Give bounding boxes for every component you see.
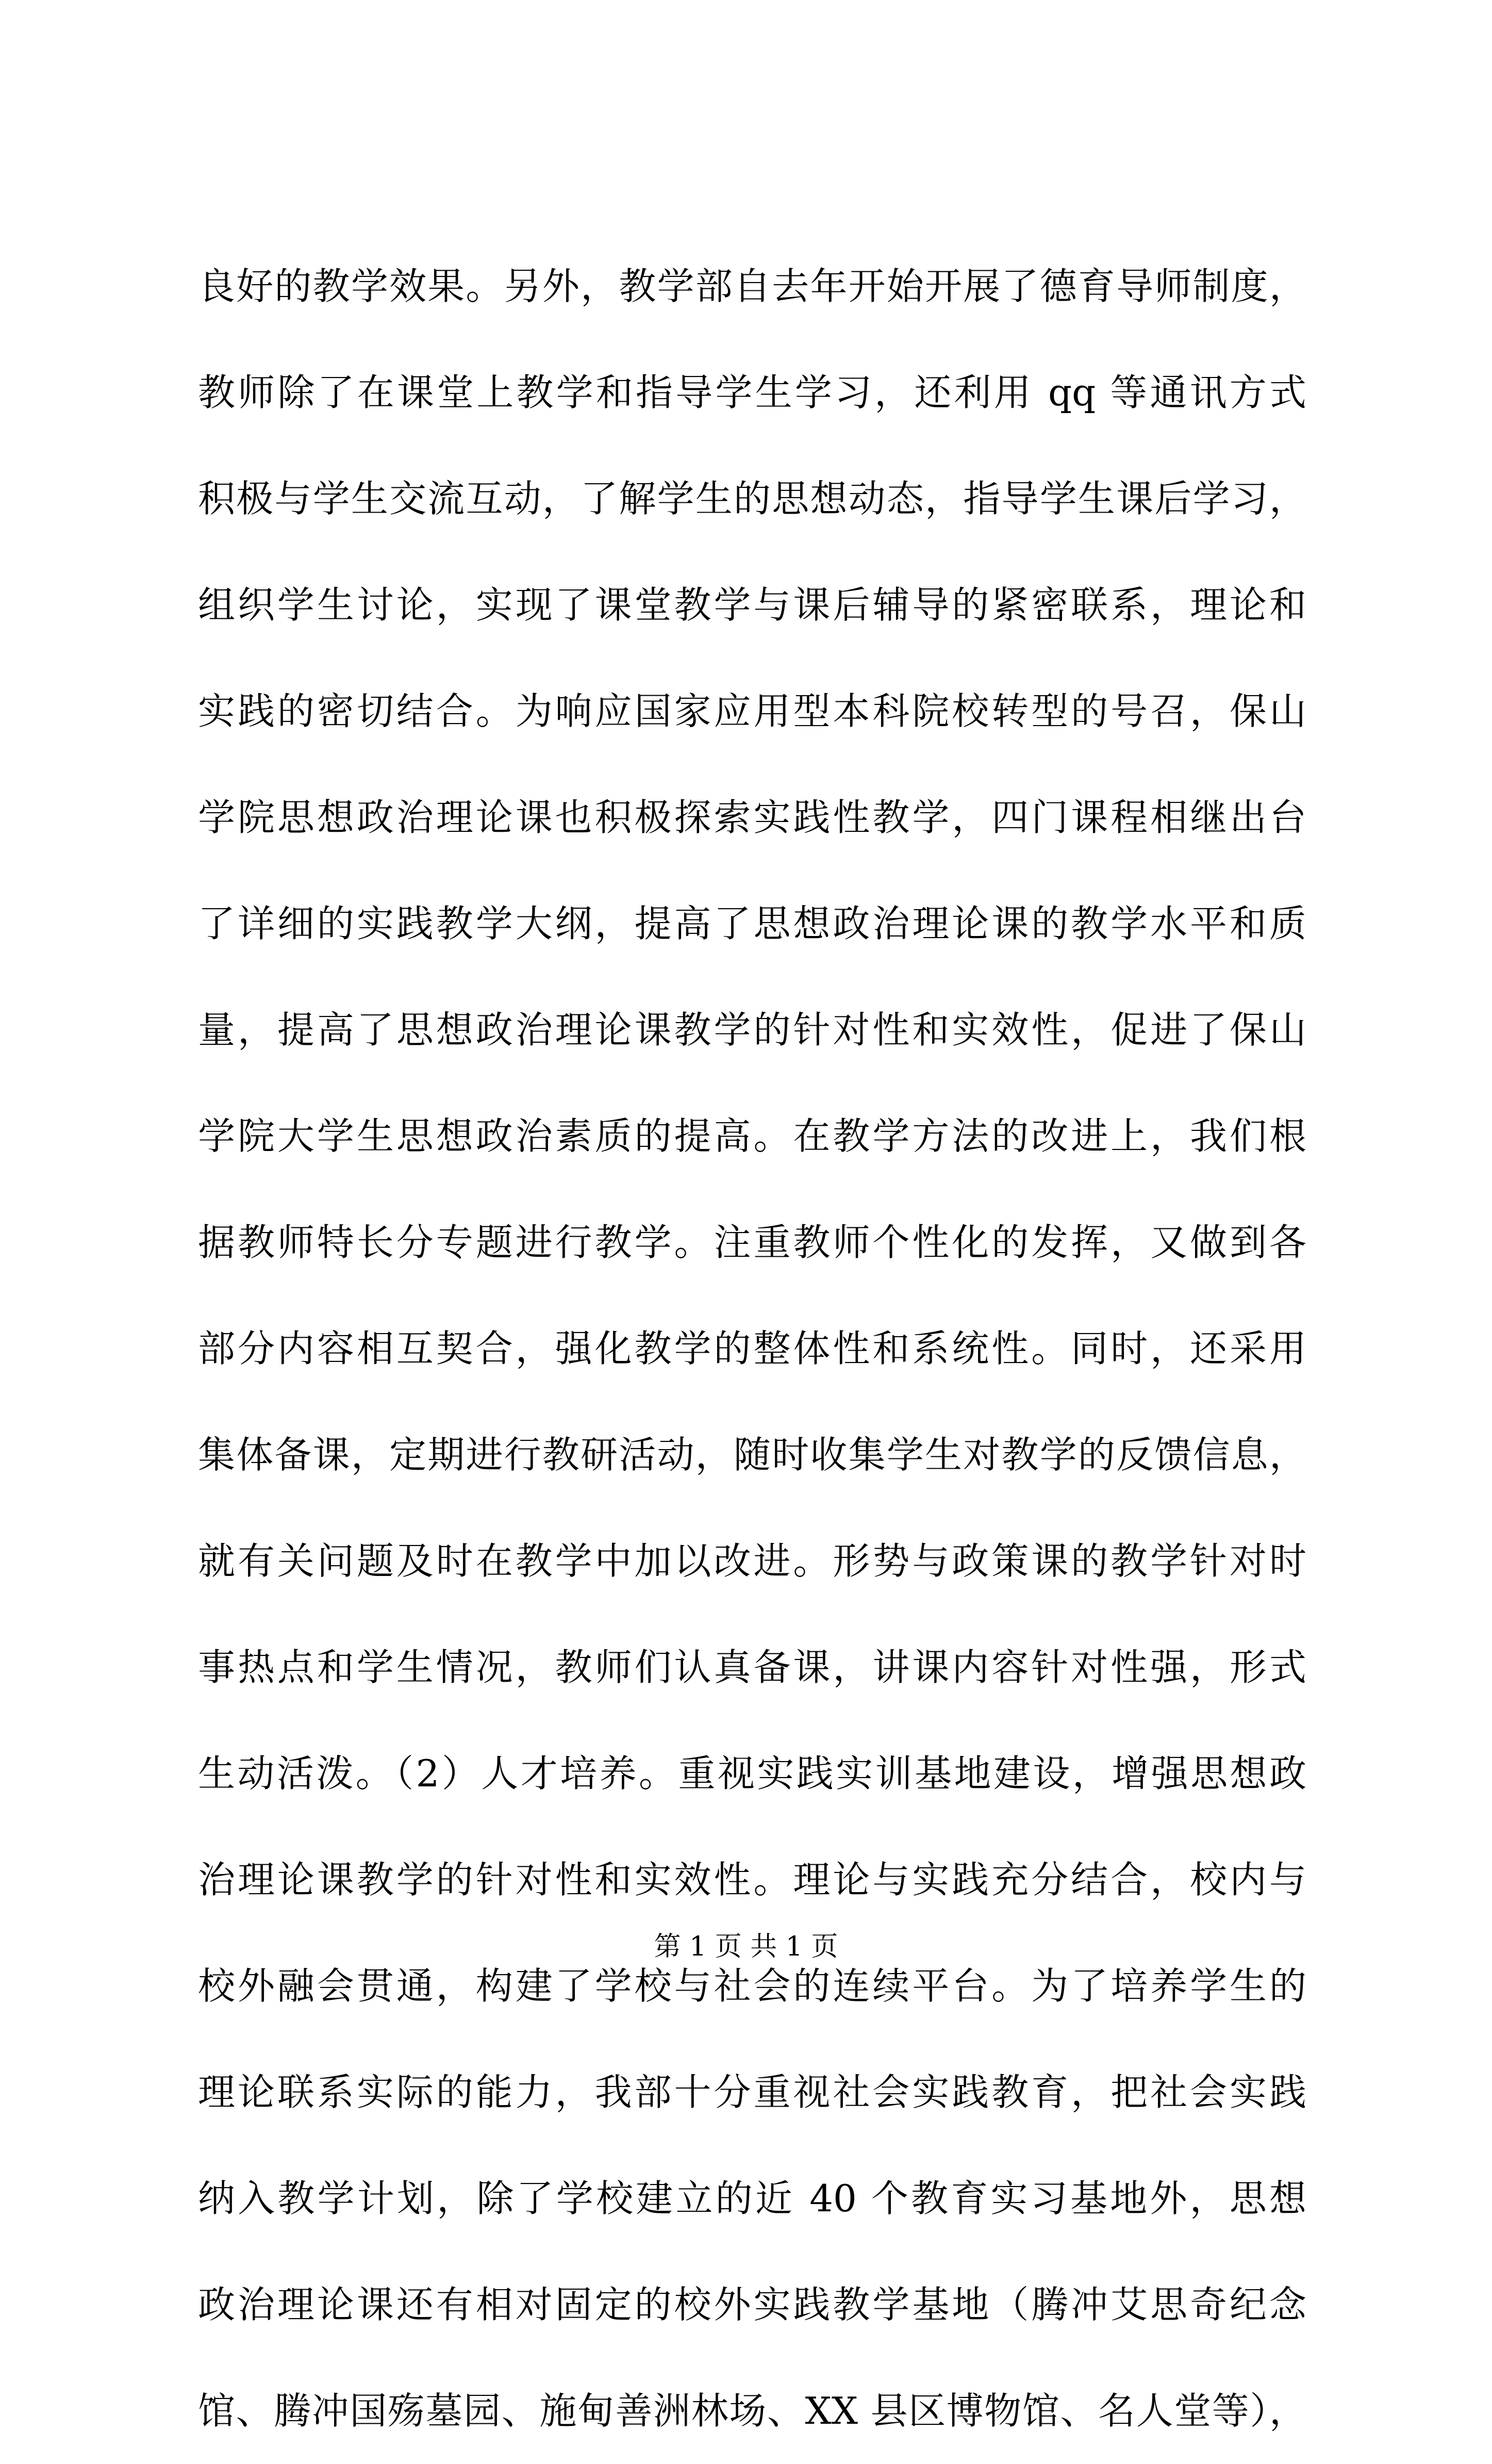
text-line: 校外融会贯通，构建了学校与社会的连续平台。为了培养学生的 [198, 1964, 1306, 2008]
text-line: 学院思想政治理论课也积极探索实践性教学，四门课程相继出台 [198, 796, 1306, 839]
text-line: 实践的密切结合。为响应国家应用型本科院校转型的号召，保山 [198, 689, 1306, 733]
text-line: 学院大学生思想政治素质的提高。在教学方法的改进上，我们根 [198, 1114, 1306, 1158]
text-line: 了详细的实践教学大纲，提高了思想政治理论课的教学水平和质 [198, 902, 1306, 945]
text-line: 生动活泼。（2）人才培养。重视实践实训基地建设，增强思想政 [198, 1752, 1306, 1795]
body-paragraph [198, 233, 1306, 2464]
text-line: 教师除了在课堂上教学和指导学生学习，还利用 qq 等通讯方式 [198, 371, 1306, 414]
text-line: 治理论课教学的针对性和实效性。理论与实践充分结合，校内与 [198, 1858, 1306, 1901]
page-footer: 第 1 页 共 1 页 [654, 1931, 838, 1962]
text-line: 积极与学生交流互动，了解学生的思想动态，指导学生课后学习， [198, 477, 1306, 520]
text-line: 政治理论课还有相对固定的校外实践教学基地（腾冲艾思奇纪念 [198, 2283, 1306, 2326]
text-line: 量，提高了思想政治理论课教学的针对性和实效性，促进了保山 [198, 1008, 1306, 1052]
text-line: 据教师特长分专题进行教学。注重教师个性化的发挥，又做到各 [198, 1221, 1306, 1264]
text-line: 就有关问题及时在教学中加以改进。形势与政策课的教学针对时 [198, 1539, 1306, 1583]
text-line: 集体备课，定期进行教研活动，随时收集学生对教学的反馈信息， [198, 1433, 1306, 1476]
text-line: 部分内容相互契合，强化教学的整体性和系统性。同时，还采用 [198, 1327, 1306, 1370]
text-line: 馆、腾冲国殇墓园、施甸善洲林场、XX 县区博物馆、名人堂等）， [198, 2389, 1306, 2433]
text-line: 事热点和学生情况，教师们认真备课，讲课内容针对性强，形式 [198, 1646, 1306, 1689]
text-line: 纳入教学计划，除了学校建立的近 40 个教育实习基地外，思想 [198, 2177, 1306, 2220]
text-line: 组织学生讨论，实现了课堂教学与课后辅导的紧密联系，理论和 [198, 583, 1306, 627]
text-line: 理论联系实际的能力，我部十分重视社会实践教育，把社会实践 [198, 2071, 1306, 2114]
text-line: 良好的教学效果。另外，教学部自去年开始开展了德育导师制度， [198, 265, 1306, 308]
